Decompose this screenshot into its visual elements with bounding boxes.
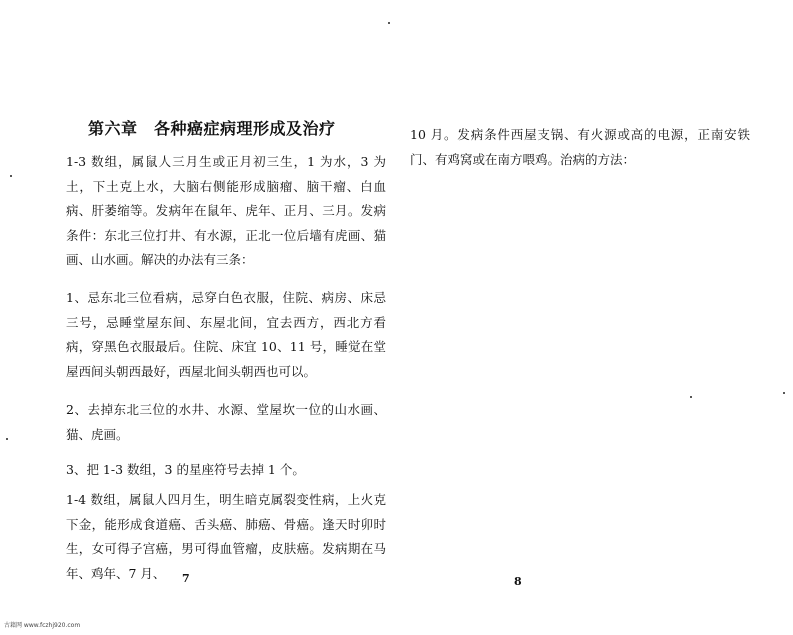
scan-speck bbox=[783, 392, 785, 394]
right-page bbox=[400, 0, 793, 635]
footer-watermark: 古籍网 www.fczhj920.com bbox=[4, 622, 81, 629]
paragraph-3: 2、去掉东北三位的水井、水源、堂屋坎一位的山水画、猫、虎画。 bbox=[66, 402, 386, 442]
scan-speck bbox=[10, 175, 12, 177]
right-page-number: 8 bbox=[514, 575, 522, 588]
page-number: 7 bbox=[182, 572, 190, 585]
scan-speck bbox=[6, 438, 8, 440]
paragraph-2: 1、忌东北三位看病，忌穿白色衣服，住院、病房、床忌三号，忌睡堂屋东间、东屋北间，宜去西方，西北方看病，穿黑色衣服最后。住院、床宜 10、11 号，睡觉在堂屋西间头朝西最好，西屋北间头朝西也可以。 bbox=[66, 290, 386, 379]
right-paragraph-1: 10 月。发病条件西屋支锅、有火源或高的电源，正南安铁门、有鸡窝或在南方喂鸡。治病的方法： bbox=[410, 127, 750, 167]
paragraph-5: 1-4 数组，属鼠人四月生，明生暗克属裂变性病，上火克下金，能形成食道癌、舌头癌、肺癌、骨癌。逢天时卯时生，女可得子宫癌，男可得血管瘤，皮肤癌。发病期在马年、鸡年、7 月、 bbox=[66, 492, 386, 581]
paragraph-4: 3、把 1-3 数组，3 的星座符号去掉 1 个。 bbox=[66, 462, 305, 477]
scan-speck bbox=[388, 22, 390, 24]
paragraph-1: 1-3 数组，属鼠人三月生或正月初三生，1 为水，3 为土，下土克上水，大脑右侧能形成脑瘤、脑干瘤、白血病、肝萎缩等。发病年在鼠年、虎年、正月、三月。发病条件：东北三位打井、有水源，正北一位后墙有虎画、猫画、山水画。解决的办法有三条： bbox=[66, 154, 386, 267]
chapter-title: 第六章 各种癌症病理形成及治疗 bbox=[88, 119, 336, 138]
scan-speck bbox=[690, 396, 692, 398]
